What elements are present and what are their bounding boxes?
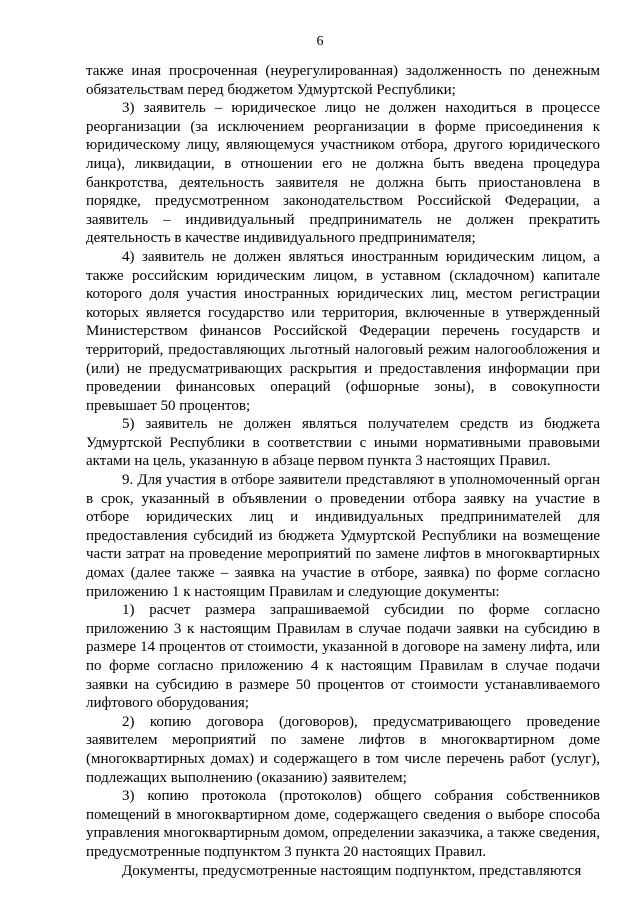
paragraph-item-5-other-funds: 5) заявитель не должен являться получателем средств из бюджета Удмуртской Республики в соответствии с иными нормативными правовыми актами на цель, указанную в абзаце первом пункта 3 настоящих Правил. [86, 416, 600, 470]
paragraph-item-3-reorganization: 3) заявитель – юридическое лицо не должен находиться в процессе реорганизации (за исключением реорганизации в форме присоединения к юридическому лицу, являющемуся участником отбора, другого юридического лица), ликвидации, в отношении его не должна быть введена процедура банкротства, деятельность заявителя не должна быть приостановлена в порядке, предусмотренном законодательством Российской Федерации, а заявитель – индивидуальный предприниматель не должен прекратить деятельность в качестве индивидуального предпринимателя; [86, 100, 600, 247]
page-number: 6 [316, 34, 324, 49]
paragraph-doc-3-protocol-copy: 3) копию протокола (протоколов) общего собрания собственников помещений в многоквартирном доме, содержащего сведения о выборе способа управления многоквартирным домом, определении заказчика, а также сведения, предусмотренные подпунктом 3 пункта 20 настоящих Правил. [86, 788, 600, 860]
paragraph-doc-2-contract-copy: 2) копию договора (договоров), предусматривающего проведение заявителем мероприятий по замене лифтов в многоквартирном доме (многоквартирных домах) и содержащего в том числе перечень работ (услуг), подлежащих выполнению (оказанию) заявителем; [86, 713, 600, 786]
document-body [86, 62, 600, 880]
paragraph-item-4-foreign-entity: 4) заявитель не должен являться иностранным юридическим лицом, а также российским юридическим лицом, в уставном (складочном) капитале которого доля участия иностранных юридических лиц, местом регистрации которых является государство или территория, включенные в утвержденный Министерством финансов Российской Федерации перечень государств и территорий, предоставляющих льготный налоговый режим налогообложения и (или) не предусматривающих раскрытия и предоставления информации при проведении финансовых операций (офшорные зоны), в совокупности превышает 50 процентов; [86, 248, 600, 414]
paragraph-doc-1-subsidy-calculation: 1) расчет размера запрашиваемой субсидии по форме согласно приложению 3 к настоящим Правилам в случае подачи заявки на субсидию в размере 14 процентов от стоимости, указанной в договоре на замену лифта, или по форме согласно приложению 4 к настоящим Правилам в случае подачи заявки на субсидию в размере 50 процентов от стоимости устанавливаемого лифтового оборудования; [86, 602, 600, 712]
paragraph-documents-note: Документы, предусмотренные настоящим подпунктом, представляются [122, 862, 582, 879]
paragraph-section-9-application: 9. Для участия в отборе заявители представляют в уполномоченный орган в срок, указанный в объявлении о проведении отбора заявку на участие в отборе юридических лиц и индивидуальных предпринимателей для предоставления субсидий из бюджета Удмуртской Республики на возмещение части затрат на проведение мероприятий по замене лифтов в многоквартирных домах (далее также – заявка на участие в отборе, заявка) по форме согласно приложению 1 к настоящим Правилам и следующие документы: [86, 472, 600, 600]
paragraph-debt-continuation: также иная просроченная (неурегулированная) задолженность по денежным обязательствам перед бюджетом Удмуртской Республики; [86, 63, 600, 98]
